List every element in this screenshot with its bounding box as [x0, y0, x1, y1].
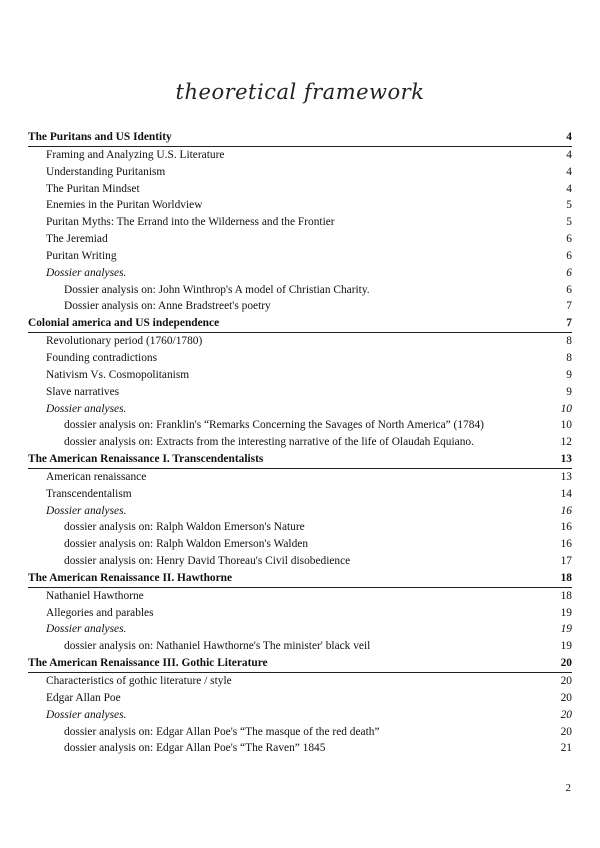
toc-entry-title: Nathaniel Hawthorne: [46, 589, 144, 602]
toc-entry-title: Transcendentalism: [46, 487, 132, 500]
toc-entry[interactable]: [28, 164, 572, 181]
toc-entry[interactable]: [28, 401, 572, 418]
toc-entry[interactable]: [28, 231, 572, 248]
toc-section-heading[interactable]: [28, 451, 572, 469]
toc-page-number: 20: [560, 708, 572, 721]
toc-entry-title: The American Renaissance I. Transcendentalists: [28, 453, 264, 466]
toc-entry[interactable]: [28, 621, 572, 638]
toc-entry-title: The Puritans and US Identity: [28, 131, 172, 143]
toc-page-number: 6: [566, 283, 572, 296]
document-title: theoretical framework: [175, 80, 425, 104]
toc-entry[interactable]: [28, 503, 572, 520]
toc-page-number: 9: [566, 385, 572, 398]
toc-subentry[interactable]: [28, 638, 572, 655]
page-number: 2: [565, 782, 571, 794]
toc-section-heading[interactable]: [28, 655, 572, 673]
toc-entry[interactable]: [28, 248, 572, 265]
toc-entry-title: Dossier analyses.: [46, 266, 127, 279]
toc-entry-title: Puritan Myths: The Errand into the Wilderness and the Frontier: [46, 216, 335, 229]
toc-subentry[interactable]: [28, 519, 572, 536]
toc-entry[interactable]: [28, 265, 572, 282]
toc-entry-title: Colonial america and US independence: [28, 317, 220, 330]
toc-entry-title: dossier analysis on: Nathaniel Hawthorne's The minister' black veil: [64, 640, 371, 653]
toc-entry[interactable]: [28, 384, 572, 401]
toc-entry[interactable]: [28, 367, 572, 384]
toc-page-number: 5: [566, 199, 572, 212]
toc-entry-title: The Puritan Mindset: [46, 182, 140, 195]
toc-page-number: 20: [560, 675, 572, 687]
toc-entry-title: dossier analysis on: Ralph Waldon Emerson's Walden: [64, 538, 309, 551]
toc-page-number: 4: [566, 182, 572, 195]
toc-entry[interactable]: [28, 605, 572, 622]
toc-entry-title: Understanding Puritanism: [46, 165, 166, 178]
toc-entry[interactable]: [28, 333, 572, 350]
toc-entry-title: Founding contradictions: [46, 351, 158, 364]
toc-page-number: 4: [566, 131, 572, 143]
toc-page-number: 7: [566, 300, 572, 313]
toc-entry-title: dossier analysis on: Edgar Allan Poe's “The masque of the red death”: [64, 725, 380, 738]
toc-section-heading[interactable]: [28, 129, 572, 147]
toc-subentry[interactable]: [28, 724, 572, 741]
toc-page-number: 8: [566, 335, 572, 348]
toc-entry-title: Dossier analyses.: [46, 708, 127, 721]
toc-section-heading[interactable]: [28, 315, 572, 333]
toc-page-number: 7: [566, 317, 572, 330]
toc-page-number: 4: [566, 165, 572, 178]
toc-subentry[interactable]: [28, 298, 572, 315]
toc-page-number: 20: [560, 657, 572, 670]
toc-entry-title: Allegories and parables: [46, 606, 154, 619]
toc-entry-title: The Jeremiad: [46, 233, 108, 246]
toc-entry-title: Slave narratives: [46, 385, 120, 398]
toc-page-number: 6: [566, 266, 572, 279]
toc-page-number: 19: [560, 606, 572, 619]
toc-entry-title: Dossier analysis on: Anne Bradstreet's poetry: [64, 300, 271, 313]
toc-entry[interactable]: [28, 486, 572, 503]
toc-page-number: 21: [560, 742, 572, 755]
toc-page-number: 10: [560, 402, 572, 415]
toc-entry-title: Puritan Writing: [46, 249, 117, 262]
toc-page-number: 5: [566, 216, 572, 229]
toc-page-number: 19: [560, 640, 572, 653]
toc-entry-title: Characteristics of gothic literature / style: [46, 675, 232, 687]
toc-entry[interactable]: [28, 147, 572, 164]
toc-subentry[interactable]: [28, 282, 572, 299]
toc-entry[interactable]: [28, 707, 572, 724]
toc-page-number: 16: [560, 521, 572, 534]
toc-entry-title: dossier analysis on: Extracts from the interesting narrative of the life of Olaudah Equiano.: [64, 436, 474, 449]
toc-subentry[interactable]: [28, 417, 572, 434]
toc-entry-title: American renaissance: [46, 470, 147, 483]
toc-entry[interactable]: [28, 197, 572, 214]
toc-entry-title: Dossier analyses.: [46, 402, 127, 415]
toc-entry-title: The American Renaissance II. Hawthorne: [28, 571, 233, 584]
toc-entry-title: Dossier analyses.: [46, 504, 127, 517]
toc-entry-title: Nativism Vs. Cosmopolitanism: [46, 368, 190, 381]
toc-entry-title: dossier analysis on: Franklin's “Remarks Concerning the Savages of North America” (1784): [64, 419, 484, 432]
toc-page-number: 6: [566, 249, 572, 262]
toc-page-number: 17: [560, 555, 572, 568]
toc-entry-title: Dossier analyses.: [46, 623, 127, 636]
toc-entry-title: Edgar Allan Poe: [46, 691, 121, 704]
table-of-contents: [28, 129, 572, 757]
toc-page-number: 14: [560, 487, 572, 500]
toc-entry-title: dossier analysis on: Ralph Waldon Emerson's Nature: [64, 521, 305, 534]
toc-page-number: 16: [560, 504, 572, 517]
toc-entry[interactable]: [28, 469, 572, 486]
toc-entry[interactable]: [28, 588, 572, 605]
toc-page-number: 20: [560, 725, 572, 738]
toc-entry-title: Framing and Analyzing U.S. Literature: [46, 148, 225, 161]
toc-entry-title: The American Renaissance III. Gothic Literature: [28, 657, 268, 670]
toc-entry-title: Dossier analysis on: John Winthrop's A model of Christian Charity.: [64, 283, 370, 296]
toc-entry[interactable]: [28, 690, 572, 707]
toc-entry-title: Enemies in the Puritan Worldview: [46, 199, 203, 212]
toc-page-number: 18: [560, 589, 572, 602]
toc-entry-title: Revolutionary period (1760/1780): [46, 335, 203, 348]
toc-subentry[interactable]: [28, 553, 572, 570]
toc-page-number: 18: [560, 571, 572, 584]
toc-page-number: 19: [560, 623, 572, 636]
toc-page-number: 12: [560, 436, 572, 449]
toc-page-number: 13: [560, 453, 572, 466]
toc-page-number: 4: [566, 148, 572, 161]
toc-entry-title: dossier analysis on: Edgar Allan Poe's “The Raven” 1845: [64, 742, 326, 755]
toc-page-number: 6: [566, 233, 572, 246]
toc-entry-title: dossier analysis on: Henry David Thoreau's Civil disobedience: [64, 555, 351, 568]
toc-page-number: 8: [566, 351, 572, 364]
toc-entry[interactable]: [28, 214, 572, 231]
toc-page-number: 10: [560, 419, 572, 432]
toc-section-heading[interactable]: [28, 570, 572, 588]
toc-entry[interactable]: [28, 350, 572, 367]
toc-subentry[interactable]: [28, 536, 572, 553]
toc-page-number: 9: [566, 368, 572, 381]
toc-subentry[interactable]: [28, 740, 572, 757]
toc-page-number: 20: [560, 691, 572, 704]
toc-entry[interactable]: [28, 673, 572, 690]
toc-page-number: 13: [560, 470, 572, 483]
toc-entry[interactable]: [28, 181, 572, 198]
toc-page-number: 16: [560, 538, 572, 551]
toc-subentry[interactable]: [28, 434, 572, 451]
